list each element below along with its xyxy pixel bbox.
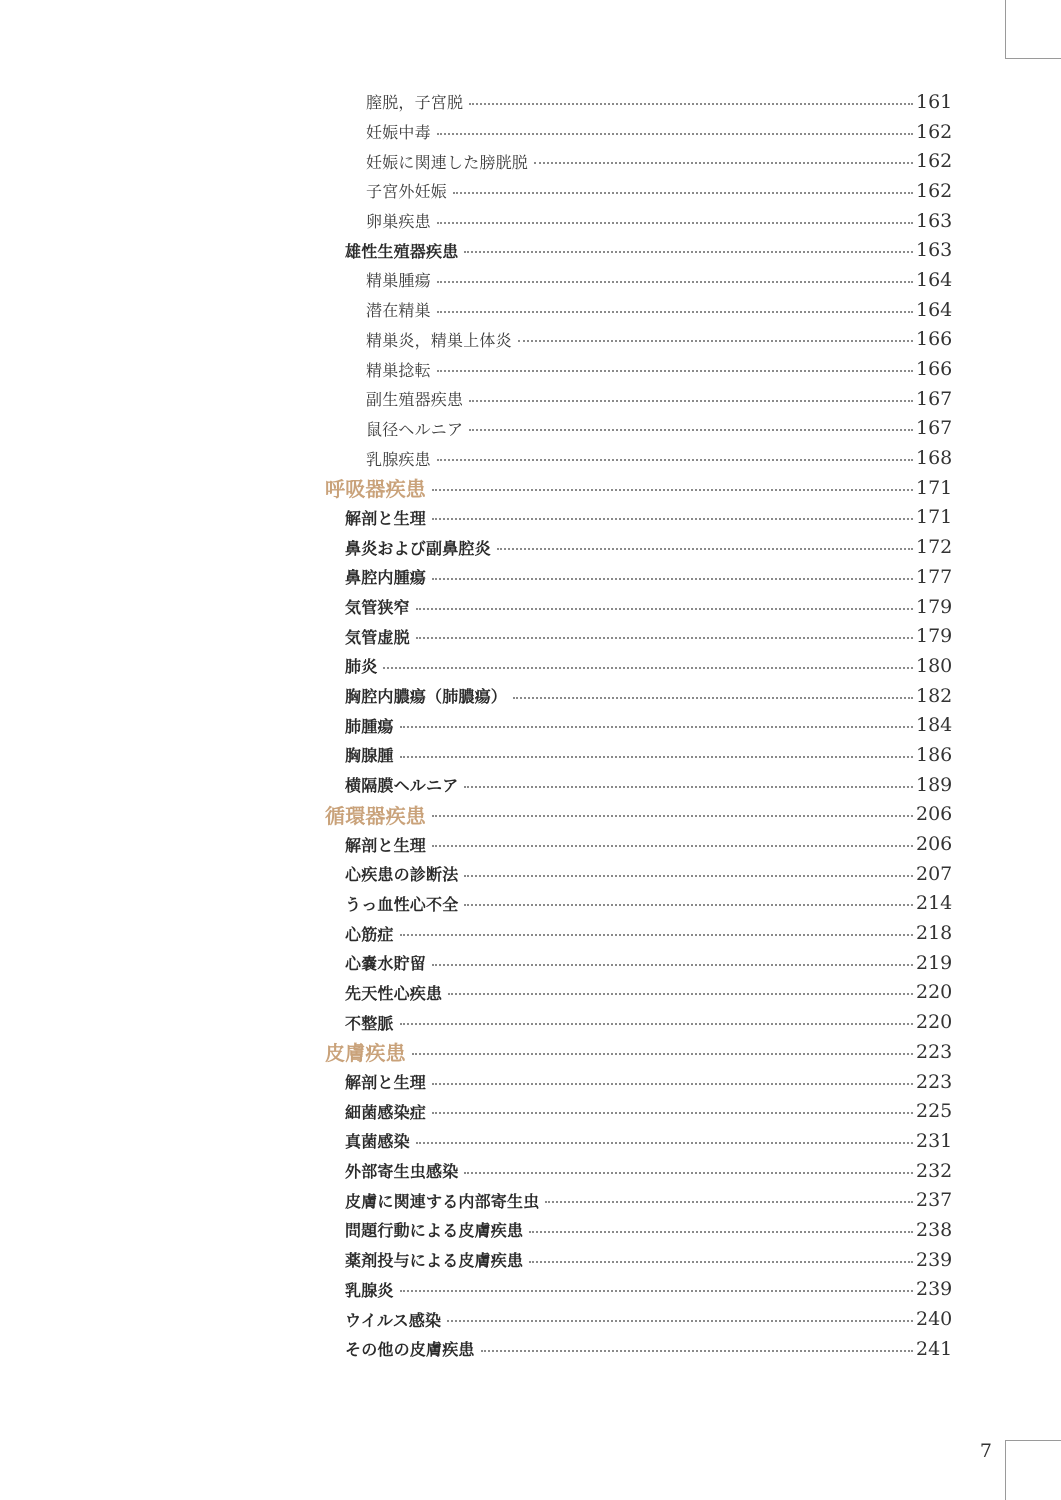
toc-entry xyxy=(0,176,1061,206)
toc-entry xyxy=(0,889,1061,919)
toc-entry-page: 240 xyxy=(916,1308,953,1331)
toc-entry-title: 膣脱，子宮脱 xyxy=(366,93,464,113)
dot-leader xyxy=(464,875,913,877)
toc-entry-page: 206 xyxy=(916,833,953,856)
toc-entry-title: 解剖と生理 xyxy=(345,1073,427,1093)
dot-leader xyxy=(432,578,913,580)
toc-entry xyxy=(0,265,1061,295)
dot-leader xyxy=(464,786,913,788)
dot-leader xyxy=(518,340,913,342)
toc-entry-page: 241 xyxy=(916,1337,953,1360)
toc-entry-title: 肺腫瘍 xyxy=(345,716,394,736)
dot-leader xyxy=(437,311,913,313)
toc-entry-page: 189 xyxy=(916,773,953,796)
toc-entry xyxy=(0,414,1061,444)
toc-entry-page: 232 xyxy=(916,1159,953,1182)
toc-entry xyxy=(0,1067,1061,1097)
toc-entry-page: 207 xyxy=(916,862,953,885)
toc-entry xyxy=(0,295,1061,325)
dot-leader xyxy=(453,192,913,194)
toc-entry xyxy=(0,1215,1061,1245)
toc-entry-page: 163 xyxy=(916,239,953,262)
toc-entry xyxy=(0,87,1061,117)
toc-entry-page: 172 xyxy=(916,536,953,559)
toc-entry xyxy=(0,325,1061,355)
toc-chapter xyxy=(0,800,1061,830)
dot-leader xyxy=(513,697,913,699)
toc-entry xyxy=(0,532,1061,562)
toc-entry-page: 162 xyxy=(916,179,953,202)
toc-entry-page: 163 xyxy=(916,209,953,232)
toc-entry-title: 問題行動による皮膚疾患 xyxy=(345,1221,524,1241)
toc-entry-title: 副生殖器疾患 xyxy=(366,390,464,410)
toc-entry-page: 177 xyxy=(916,565,953,588)
toc-entry xyxy=(0,740,1061,770)
toc-entry-title: 妊娠に関連した膀胱脱 xyxy=(366,152,529,172)
dot-leader xyxy=(469,400,913,402)
toc-entry-page: 238 xyxy=(916,1218,953,1241)
toc-entry-page: 220 xyxy=(916,981,953,1004)
toc-entry-page: 171 xyxy=(916,506,953,529)
toc-entry-title: 気管狭窄 xyxy=(345,598,410,618)
dot-leader xyxy=(534,162,913,164)
toc-entry-title: 精巣腫瘍 xyxy=(366,271,431,291)
dot-leader xyxy=(416,1142,913,1144)
toc-entry-title: 解剖と生理 xyxy=(345,835,427,855)
toc-entry-title: 妊娠中毒 xyxy=(366,123,431,143)
toc-entry-page: 218 xyxy=(916,922,953,945)
toc-entry xyxy=(0,384,1061,414)
toc-entry-title: 精巣炎，精巣上体炎 xyxy=(366,330,512,350)
dot-leader xyxy=(529,1231,913,1233)
dot-leader xyxy=(437,133,913,135)
toc-entry xyxy=(0,859,1061,889)
toc-entry-title: 皮膚に関連する内部寄生虫 xyxy=(345,1191,540,1211)
toc-entry-title: 細菌感染症 xyxy=(345,1102,427,1122)
toc-chapter xyxy=(0,473,1061,503)
toc-entry-title: 卵巣疾患 xyxy=(366,212,431,232)
toc-entry-page: 171 xyxy=(916,476,953,499)
toc-entry xyxy=(0,443,1061,473)
dot-leader xyxy=(437,281,913,283)
toc-entry xyxy=(0,1304,1061,1334)
toc-entry-title: 鼻炎および副鼻腔炎 xyxy=(345,538,491,558)
dot-leader xyxy=(400,1023,913,1025)
toc-entry xyxy=(0,918,1061,948)
dot-leader xyxy=(464,251,913,253)
dot-leader xyxy=(400,756,913,758)
toc-entry-page: 164 xyxy=(916,268,953,291)
toc-entry xyxy=(0,592,1061,622)
toc-entry xyxy=(0,710,1061,740)
toc-entry-title: 横隔膜ヘルニア xyxy=(345,776,459,796)
toc-entry-page: 166 xyxy=(916,358,953,381)
toc-entry xyxy=(0,621,1061,651)
toc-entry-page: 180 xyxy=(916,654,953,677)
toc-entry-title: その他の皮膚疾患 xyxy=(345,1340,475,1360)
toc-entry-title: 薬剤投与による皮膚疾患 xyxy=(345,1251,524,1271)
toc-entry-page: 239 xyxy=(916,1278,953,1301)
toc-entry-page: 168 xyxy=(916,447,953,470)
toc-entry-title: うっ血性心不全 xyxy=(345,894,459,914)
toc-entry-title: 鼻腔内腫瘍 xyxy=(345,568,427,588)
toc-entry xyxy=(0,117,1061,147)
toc-entry xyxy=(0,1156,1061,1186)
dot-leader xyxy=(400,726,913,728)
dot-leader xyxy=(432,1112,913,1114)
toc-entry-title: 呼吸器疾患 xyxy=(325,477,426,502)
toc-entry xyxy=(0,1126,1061,1156)
dot-leader xyxy=(545,1201,913,1203)
dot-leader xyxy=(464,1172,913,1174)
toc-entry-page: 166 xyxy=(916,328,953,351)
toc-entry xyxy=(0,829,1061,859)
toc-entry-page: 179 xyxy=(916,625,953,648)
toc-entry-page: 237 xyxy=(916,1189,953,1212)
toc-entry-title: 心嚢水貯留 xyxy=(345,954,427,974)
toc-entry-page: 231 xyxy=(916,1129,953,1152)
toc-entry xyxy=(0,235,1061,265)
toc-entry-page: 164 xyxy=(916,298,953,321)
toc-entry-page: 167 xyxy=(916,417,953,440)
toc-entry-title: 不整脈 xyxy=(345,1013,394,1033)
toc-entry-page: 167 xyxy=(916,387,953,410)
toc-entry-page: 179 xyxy=(916,595,953,618)
toc-entry-page: 162 xyxy=(916,150,953,173)
dot-leader xyxy=(448,993,913,995)
toc-entry xyxy=(0,978,1061,1008)
toc-entry-title: 潜在精巣 xyxy=(366,301,431,321)
dot-leader xyxy=(432,1083,913,1085)
toc-entry xyxy=(0,1096,1061,1126)
dot-leader xyxy=(432,845,913,847)
toc-entry-title: 解剖と生理 xyxy=(345,508,427,528)
dot-leader xyxy=(464,904,913,906)
toc-entry-title: 循環器疾患 xyxy=(325,803,426,828)
dot-leader xyxy=(529,1261,913,1263)
toc-entry-title: 精巣捻転 xyxy=(366,360,431,380)
toc-entry-title: 真菌感染 xyxy=(345,1132,410,1152)
dot-leader xyxy=(432,489,913,491)
toc-entry xyxy=(0,770,1061,800)
toc-entry xyxy=(0,1245,1061,1275)
toc-entry-page: 219 xyxy=(916,951,953,974)
toc-entry-title: 乳腺炎 xyxy=(345,1280,394,1300)
toc-entry-title: 胸腺腫 xyxy=(345,746,394,766)
dot-leader xyxy=(469,429,913,431)
toc-entry xyxy=(0,1334,1061,1364)
dot-leader xyxy=(437,370,913,372)
toc-entry xyxy=(0,681,1061,711)
toc-entry-title: 気管虚脱 xyxy=(345,627,410,647)
toc-entry xyxy=(0,206,1061,236)
dot-leader xyxy=(469,103,913,105)
toc-entry xyxy=(0,1007,1061,1037)
toc-entry xyxy=(0,1275,1061,1305)
toc-entry-title: 肺炎 xyxy=(345,657,378,677)
toc-entry-title: ウイルス感染 xyxy=(345,1310,442,1330)
toc-entry-title: 先天性心疾患 xyxy=(345,983,443,1003)
toc-entry-title: 子宮外妊娠 xyxy=(366,182,448,202)
toc-entry-title: 乳腺疾患 xyxy=(366,449,431,469)
dot-leader xyxy=(481,1350,913,1352)
toc-entry-page: 162 xyxy=(916,120,953,143)
dot-leader xyxy=(400,1290,913,1292)
page-number: 7 xyxy=(979,1440,992,1462)
toc-entry-page: 184 xyxy=(916,714,953,737)
toc-entry-page: 182 xyxy=(916,684,953,707)
toc-entry xyxy=(0,1185,1061,1215)
dot-leader xyxy=(383,667,913,669)
toc-entry xyxy=(0,503,1061,533)
toc-entry-page: 161 xyxy=(916,90,953,113)
toc-entry-page: 239 xyxy=(916,1248,953,1271)
toc-entry-title: 雄性生殖器疾患 xyxy=(345,241,459,261)
toc-entry-page: 220 xyxy=(916,1011,953,1034)
dot-leader xyxy=(400,934,913,936)
dot-leader xyxy=(416,637,913,639)
toc-entry-title: 心筋症 xyxy=(345,924,394,944)
toc-entry-page: 225 xyxy=(916,1100,953,1123)
crop-mark-bottom xyxy=(1005,1440,1061,1500)
dot-leader xyxy=(497,548,913,550)
dot-leader xyxy=(437,459,913,461)
dot-leader xyxy=(432,815,913,817)
toc-entry-page: 186 xyxy=(916,743,953,766)
toc-entry xyxy=(0,562,1061,592)
toc-entry-title: 外部寄生虫感染 xyxy=(345,1162,459,1182)
toc-entry xyxy=(0,948,1061,978)
toc-entry-title: 心疾患の診断法 xyxy=(345,865,459,885)
toc-entry xyxy=(0,354,1061,384)
toc-entry-page: 206 xyxy=(916,803,953,826)
crop-mark-top xyxy=(1005,0,1061,59)
dot-leader xyxy=(432,518,913,520)
toc-entry xyxy=(0,146,1061,176)
toc-entry-page: 223 xyxy=(916,1040,953,1063)
toc-entry-title: 胸腔内膿瘍（肺膿瘍） xyxy=(345,687,508,707)
dot-leader xyxy=(437,222,913,224)
dot-leader xyxy=(416,608,913,610)
table-of-contents xyxy=(0,87,1061,1364)
toc-entry-page: 214 xyxy=(916,892,953,915)
dot-leader xyxy=(432,964,913,966)
toc-entry-title: 鼠径ヘルニア xyxy=(366,419,464,439)
toc-entry xyxy=(0,651,1061,681)
toc-entry-title: 皮膚疾患 xyxy=(325,1041,406,1066)
dot-leader xyxy=(412,1053,913,1055)
dot-leader xyxy=(447,1320,913,1322)
toc-entry-page: 223 xyxy=(916,1070,953,1093)
toc-chapter xyxy=(0,1037,1061,1067)
